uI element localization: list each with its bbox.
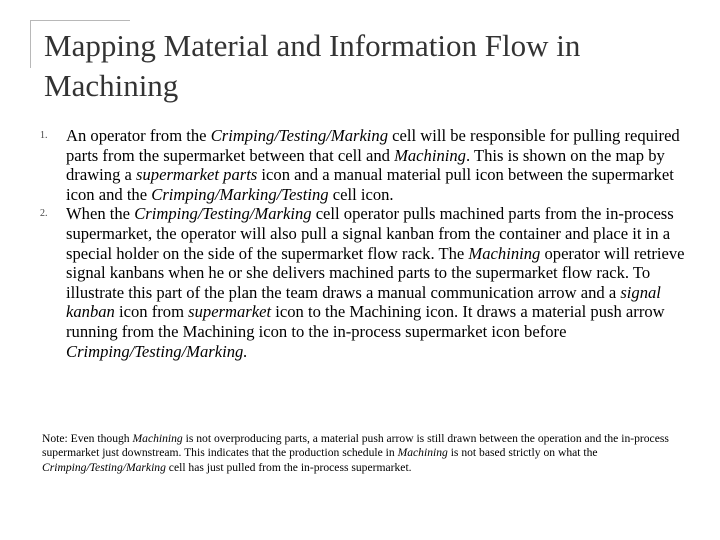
list-item-1 [40,126,690,204]
list-item-text [66,204,690,361]
list-number: 1. [40,130,48,141]
italic-segment: Machining [397,446,448,460]
text-segment: . This is shown on the map by drawing a [66,145,665,185]
text-segment: cell icon. [328,184,394,204]
italic-segment: supermarket parts [136,165,258,185]
italic-segment: Machining [468,243,541,263]
text-segment: is not overproducing parts, a material push arrow is still drawn between the operation and the in-process supermarket just downstream. This indicates that the production schedule in [42,432,669,460]
italic-segment: Crimping/Testing/Marking [42,460,166,474]
text-segment: cell has just pulled from the in-process supermarket. [165,460,412,474]
text-segment: An operator from the [66,126,211,145]
numbered-list [40,126,690,361]
text-segment: cell operator pulls machined parts from the in-process supermarket, the operator will also pull a signal kanban from the container and place it in a special holder on the side of the supermarket flow rack. The [66,204,674,263]
text-segment: is not based strictly on what the [447,446,598,460]
decorative-horizontal-line [30,20,130,21]
italic-segment: Crimping/Testing/Marking [210,126,389,145]
italic-segment: Crimping/Testing/Marking. [66,341,248,361]
text-segment: operator will retrieve signal kanbans when he or she delivers machined parts to the supermarket flow rack. To illustrate this part of the plan the team draws a manual communication arrow and a [66,243,685,302]
italic-segment: Machining [132,432,183,445]
text-segment: icon and a manual material pull icon between the supermarket icon and the [66,165,674,204]
list-number: 2. [40,208,48,220]
list-item-2 [40,204,690,361]
text-segment: icon to the Machining icon. It draws a material push arrow running from the Machining icon to the in-process supermarket icon before [66,302,665,341]
list-item-text [66,126,690,204]
italic-segment: signal kanban [66,282,661,322]
text-segment: icon from [114,302,189,322]
italic-segment: supermarket [188,302,272,322]
footnote [42,432,682,475]
slide-title: Mapping Material and Information Flow in Machining [44,28,581,103]
text-segment: cell will be responsible for pulling required parts from the supermarket between that cell and [66,126,680,165]
text-segment: When the [66,204,135,224]
italic-segment: Machining [394,145,466,165]
italic-segment: Crimping/Testing/Marking [134,204,312,224]
decorative-vertical-line [30,20,31,68]
italic-segment: Crimping/Marking/Testing [151,184,329,204]
text-segment: Note: Even though [42,432,133,445]
